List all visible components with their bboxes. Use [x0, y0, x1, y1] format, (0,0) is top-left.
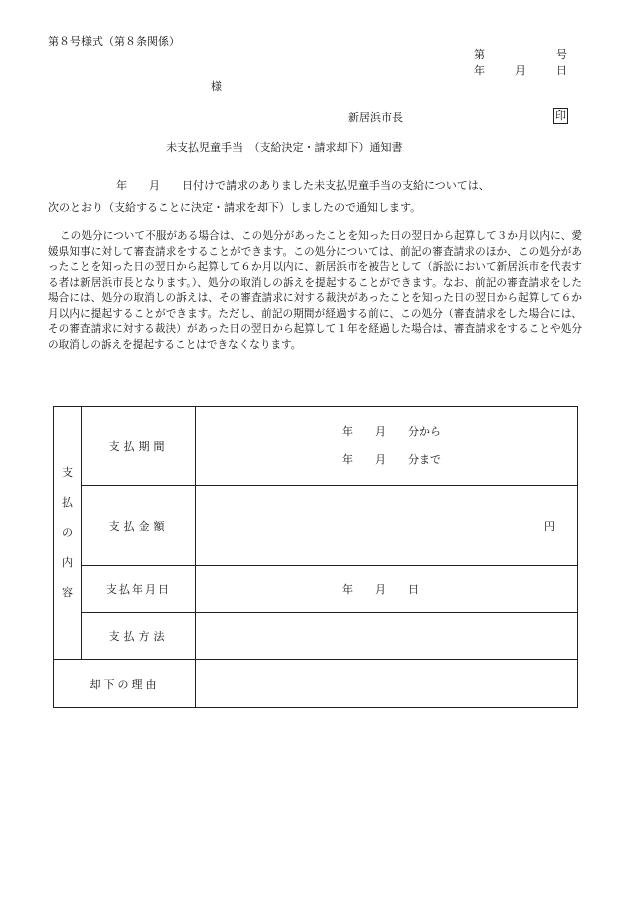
payment-method-label: 支払方法	[82, 613, 196, 660]
doc-number-suffix: 号	[556, 48, 567, 61]
rejection-reason-label: 却下の理由	[54, 660, 196, 708]
period-to: 年 月 分まで	[342, 453, 441, 466]
issue-date-day: 日	[556, 64, 567, 77]
addressee-honorific: 様	[211, 80, 222, 93]
label-char: の	[62, 526, 73, 539]
lead-line-2: 次のとおり（支給することに決定・請求を却下）しましたので通知します。	[48, 201, 422, 214]
label-char: 容	[62, 586, 73, 599]
issuer-name: 新居浜市長	[348, 111, 403, 124]
lead-line-1: 年 月 日付けで請求のありました未支払児童手当の支給については、	[116, 179, 490, 192]
document-title: 未支払児童手当 （支給決定・請求却下）通知書	[166, 141, 403, 154]
doc-number-prefix: 第	[474, 48, 485, 61]
label-char: 支	[62, 466, 73, 479]
yen-unit: 円	[544, 519, 555, 533]
label-char: 内	[62, 556, 73, 569]
payment-details-label	[54, 407, 82, 660]
payment-period-label: 支払期間	[82, 407, 196, 486]
payment-period-value[interactable]	[196, 407, 578, 486]
payment-table	[53, 406, 578, 708]
label-char: 払	[62, 496, 73, 509]
payment-method-value[interactable]	[196, 613, 578, 660]
issue-date-month: 月	[515, 64, 526, 77]
seal-mark: 印	[555, 109, 566, 122]
payment-amount-label: 支払金額	[82, 486, 196, 566]
payment-date-value[interactable]: 年 月 日	[196, 566, 578, 613]
payment-date-label: 支払年月日	[82, 566, 196, 613]
form-number: 第８号様式（第８条関係）	[48, 35, 180, 48]
issue-date-year: 年	[474, 64, 485, 77]
payment-amount-value[interactable]	[196, 486, 578, 566]
rejection-reason-value[interactable]	[196, 660, 578, 708]
period-from: 年 月 分から	[342, 425, 441, 438]
appeal-notice: この処分について不服がある場合は、この処分があったことを知った日の翌日から起算して３か月以内に、愛媛県知事に対して審査請求をすることができます。この処分については、前記の審査請求のほか、この処分があったことを知った日の翌日から起算して６か月以内に、新居浜市を被告として（訴訟において新居浜市を代表する者は新居浜市長となります。）、処分の取消しの訴えを提起することができます。なお、前記の審査請求をした場合には、処分の取消しの訴えは、その審査請求に対する裁決があったことを知った日の翌日から起算して６か月以内に提起することができます。ただし、前記の期間が経過する前に、この処分（審査請求をした場合には、その審査請求に対する裁決）があった日の翌日から起算して１年を経過した場合は、審査請求をすることや処分の取消しの訴えを提起することはできなくなります。	[48, 230, 582, 351]
